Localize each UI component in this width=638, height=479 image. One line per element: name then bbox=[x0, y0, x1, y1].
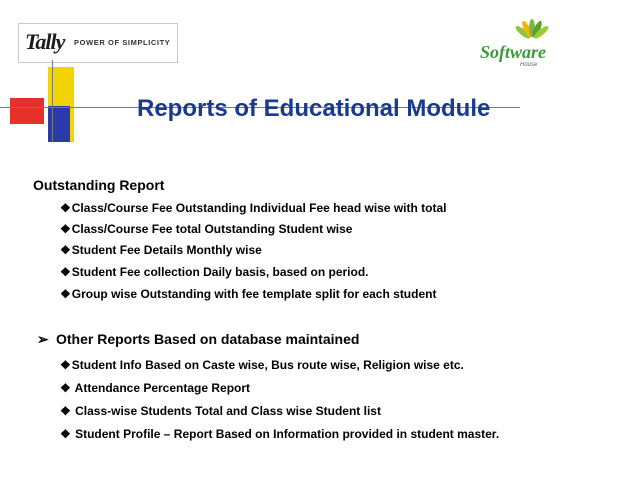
list-item-text: Student Info Based on Caste wise, Bus route wise, Religion wise etc. bbox=[71, 358, 464, 372]
decor-red-block bbox=[10, 98, 44, 124]
list-item bbox=[60, 358, 464, 372]
diamond-bullet-icon: ❖ bbox=[60, 265, 71, 279]
list-item-text: Student Fee collection Daily basis, based on period. bbox=[71, 265, 369, 279]
list-item bbox=[60, 287, 436, 301]
software-house-logo bbox=[474, 18, 562, 72]
list-item-text: Class-wise Students Total and Class wise Student list bbox=[71, 404, 381, 418]
list-item-text: Attendance Percentage Report bbox=[71, 381, 251, 395]
diamond-bullet-icon: ❖ bbox=[60, 404, 71, 418]
section-heading-other-reports bbox=[37, 331, 359, 348]
diamond-bullet-icon: ❖ bbox=[60, 201, 71, 215]
list-item-text: Student Profile – Report Based on Information provided in student master. bbox=[71, 427, 500, 441]
diamond-bullet-icon: ❖ bbox=[60, 358, 71, 372]
list-item bbox=[60, 265, 369, 279]
section-heading-text: Other Reports Based on database maintained bbox=[56, 331, 360, 347]
list-item bbox=[60, 201, 447, 215]
list-item bbox=[60, 427, 499, 441]
list-item bbox=[60, 222, 352, 236]
section-heading-outstanding: Outstanding Report bbox=[33, 177, 165, 193]
list-item-text: Group wise Outstanding with fee template split for each student bbox=[71, 287, 437, 301]
list-item bbox=[60, 381, 250, 395]
list-item bbox=[60, 243, 262, 257]
list-item-text: Class/Course Fee total Outstanding Student wise bbox=[71, 222, 353, 236]
diamond-bullet-icon: ❖ bbox=[60, 381, 71, 395]
arrow-bullet-icon: ➢ bbox=[37, 331, 49, 347]
diamond-bullet-icon: ❖ bbox=[60, 243, 71, 257]
decor-vertical-line bbox=[52, 60, 53, 142]
tally-logo-word: Tally bbox=[25, 29, 65, 54]
software-logo-sub: House bbox=[520, 62, 538, 68]
diamond-bullet-icon: ❖ bbox=[60, 222, 71, 236]
list-item bbox=[60, 404, 381, 418]
slide-title: Reports of Educational Module bbox=[137, 95, 491, 122]
list-item-text: Student Fee Details Monthly wise bbox=[71, 243, 262, 257]
list-item-text: Class/Course Fee Outstanding Individual Fee head wise with total bbox=[71, 201, 447, 215]
diamond-bullet-icon: ❖ bbox=[60, 287, 71, 301]
diamond-bullet-icon: ❖ bbox=[60, 427, 71, 441]
software-logo-word: Software bbox=[480, 42, 547, 62]
tally-logo-tagline: POWER OF SIMPLICITY bbox=[74, 38, 171, 47]
tally-logo bbox=[18, 23, 178, 63]
